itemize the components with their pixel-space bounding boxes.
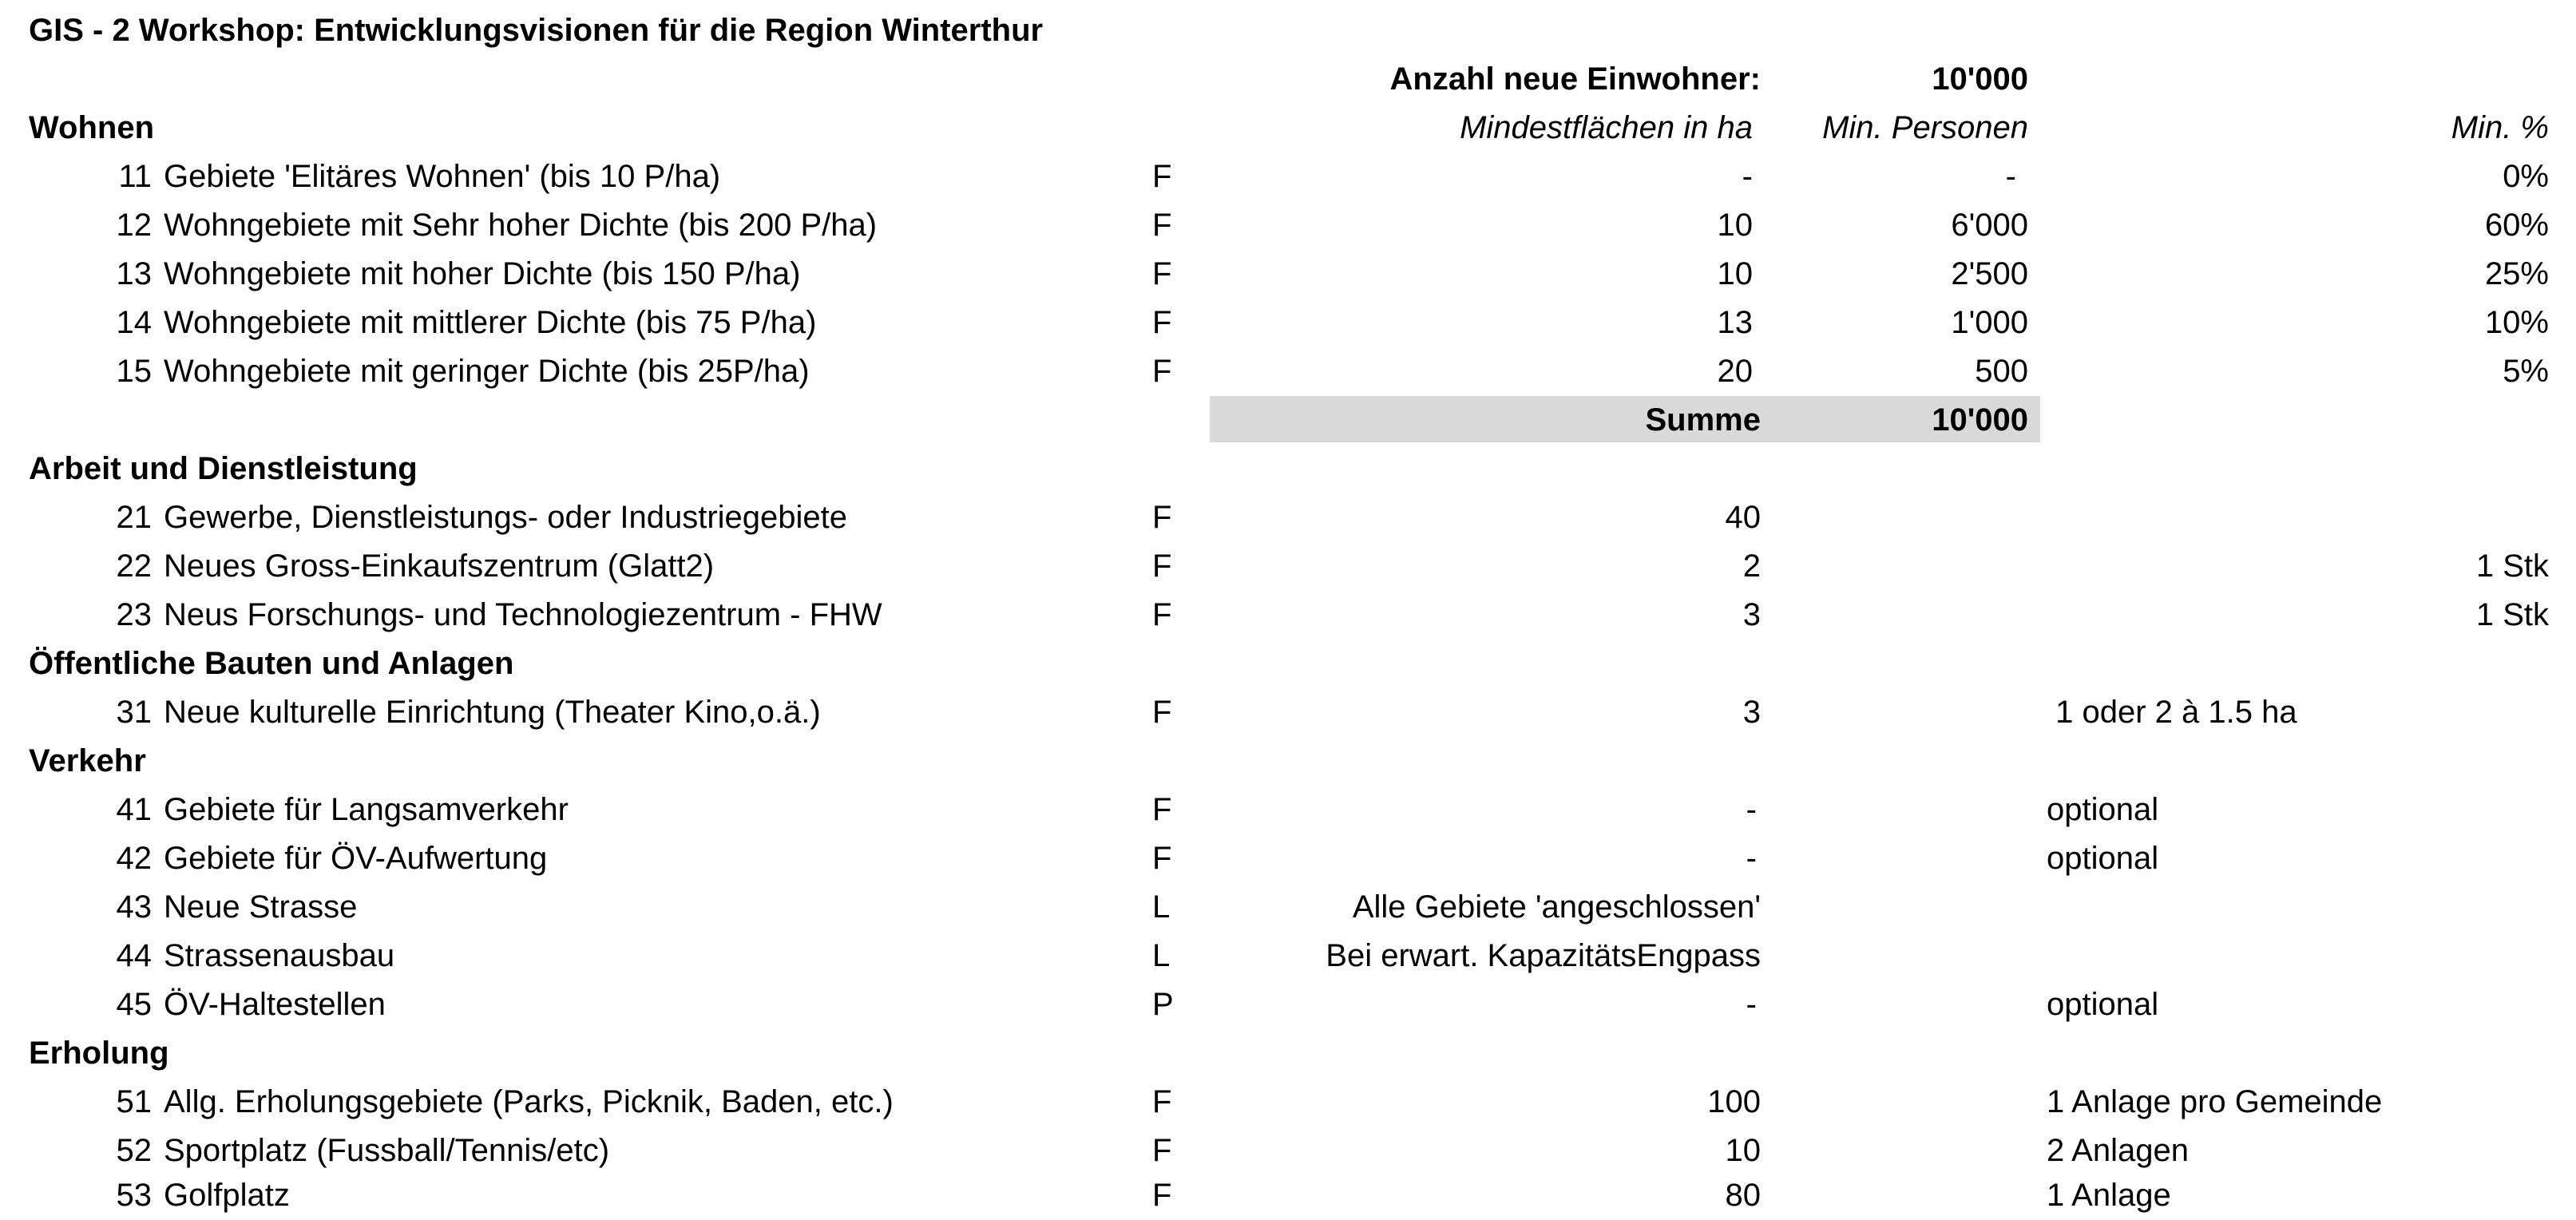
row-area[interactable]: - — [1746, 792, 1757, 827]
row-type[interactable]: F — [1152, 208, 1172, 243]
row-persons[interactable]: 6'000 — [1951, 208, 2028, 243]
row-persons[interactable]: 2'500 — [1951, 256, 2028, 291]
row-description[interactable]: Neue kulturelle Einrichtung (Theater Kino,o.ä.) — [164, 695, 821, 730]
row-code[interactable]: 11 — [118, 159, 152, 194]
row-description[interactable]: Sportplatz (Fussball/Tennis/etc) — [164, 1133, 610, 1168]
row-description[interactable]: Wohngebiete mit Sehr hoher Dichte (bis 200 P/ha) — [164, 208, 878, 243]
row-area[interactable]: 10 — [1717, 256, 1753, 291]
table-row — [0, 250, 2576, 299]
row-area[interactable]: 10 — [1725, 1133, 1761, 1168]
row-note[interactable]: 2 Anlagen — [2047, 1133, 2189, 1168]
row-type[interactable]: F — [1152, 841, 1172, 876]
table-row — [0, 493, 2576, 542]
row-area[interactable]: 10 — [1717, 208, 1753, 243]
title-row — [0, 6, 2576, 55]
section-row — [0, 737, 2576, 786]
row-note[interactable]: 1 Anlage — [2047, 1178, 2171, 1213]
row-type[interactable]: P — [1152, 987, 1174, 1022]
table-row — [0, 1171, 2576, 1220]
section-row — [0, 1029, 2576, 1078]
row-note[interactable]: optional — [2047, 987, 2159, 1022]
row-code[interactable]: 14 — [116, 305, 152, 340]
row-persons[interactable]: 500 — [1975, 354, 2028, 389]
row-percent[interactable]: 10% — [2484, 305, 2549, 340]
einwohner-row — [0, 55, 2576, 104]
row-description[interactable]: Strassenausbau — [164, 938, 395, 973]
row-description[interactable]: Gebiete für ÖV-Aufwertung — [164, 841, 548, 876]
row-code[interactable]: 23 — [116, 597, 152, 632]
row-note[interactable]: 1 Anlage pro Gemeinde — [2047, 1084, 2383, 1119]
table-row — [0, 688, 2576, 737]
row-code[interactable]: 51 — [116, 1084, 152, 1119]
row-count[interactable]: 1 Stk — [2475, 597, 2549, 632]
table-row — [0, 591, 2576, 640]
row-area[interactable]: - — [1746, 987, 1757, 1022]
row-code[interactable]: 42 — [116, 841, 152, 876]
row-type[interactable]: F — [1152, 500, 1172, 535]
row-persons[interactable]: - — [2005, 159, 2016, 194]
row-type[interactable]: F — [1152, 256, 1172, 291]
row-description[interactable]: Wohngebiete mit geringer Dichte (bis 25P/ha) — [164, 354, 810, 389]
col-header-persons[interactable]: Min. Personen — [1822, 110, 2028, 145]
row-code[interactable]: 15 — [116, 354, 152, 389]
einwohner-label[interactable]: Anzahl neue Einwohner: — [1389, 61, 1761, 97]
row-code[interactable]: 44 — [116, 938, 152, 973]
row-description[interactable]: Neues Gross-Einkaufszentrum (Glatt2) — [164, 549, 715, 584]
summe-row — [0, 396, 2576, 445]
row-type[interactable]: L — [1152, 938, 1171, 973]
col-header-area[interactable]: Mindestflächen in ha — [1460, 110, 1753, 145]
row-area[interactable]: 80 — [1725, 1178, 1761, 1213]
row-area[interactable]: 13 — [1717, 305, 1753, 340]
section-arbeit[interactable]: Arbeit und Dienstleistung — [29, 451, 418, 486]
summe-label[interactable]: Summe — [1645, 402, 1761, 438]
row-description[interactable]: Wohngebiete mit mittlerer Dichte (bis 75 P/ha) — [164, 305, 817, 340]
row-code[interactable]: 21 — [116, 500, 152, 535]
table-row — [0, 347, 2576, 396]
table-row — [0, 786, 2576, 834]
row-type[interactable]: F — [1152, 792, 1172, 827]
table-row — [0, 980, 2576, 1029]
row-count[interactable]: 1 Stk — [2475, 549, 2549, 584]
row-type[interactable]: F — [1152, 159, 1172, 194]
table-row — [0, 152, 2576, 201]
row-type[interactable]: F — [1152, 1133, 1172, 1168]
row-note[interactable]: 1 oder 2 à 1.5 ha — [2047, 695, 2297, 730]
row-percent[interactable]: 5% — [2503, 354, 2549, 389]
summe-value[interactable]: 10'000 — [1932, 402, 2028, 438]
section-erholung[interactable]: Erholung — [29, 1036, 169, 1071]
section-oeffentlich[interactable]: Öffentliche Bauten und Anlagen — [29, 646, 514, 681]
row-type[interactable]: F — [1152, 1084, 1172, 1119]
row-area[interactable]: Alle Gebiete 'angeschlossen' — [1352, 889, 1761, 925]
table-row — [0, 883, 2576, 932]
row-code[interactable]: 53 — [116, 1178, 152, 1213]
table-row — [0, 1127, 2576, 1175]
page-title[interactable]: GIS - 2 Workshop: Entwicklungsvisionen für die Region Winterthur — [29, 13, 1044, 48]
row-area[interactable]: Bei erwart. KapazitätsEngpass — [1326, 938, 1761, 973]
row-area[interactable]: 3 — [1742, 695, 1761, 730]
row-description[interactable]: ÖV-Haltestellen — [164, 987, 386, 1022]
table-row — [0, 1078, 2576, 1127]
row-note[interactable]: optional — [2047, 792, 2159, 827]
row-code[interactable]: 52 — [116, 1133, 152, 1168]
table-row — [0, 201, 2576, 250]
row-area[interactable]: 2 — [1742, 549, 1761, 584]
row-code[interactable]: 45 — [116, 987, 152, 1022]
row-area[interactable]: 100 — [1707, 1084, 1761, 1119]
section-verkehr[interactable]: Verkehr — [29, 743, 146, 778]
einwohner-value[interactable]: 10'000 — [1932, 61, 2028, 97]
row-code[interactable]: 12 — [116, 208, 152, 243]
row-type[interactable]: F — [1152, 549, 1172, 584]
row-description[interactable]: Wohngebiete mit hoher Dichte (bis 150 P/ha) — [164, 256, 801, 291]
row-description[interactable]: Golfplatz — [164, 1178, 290, 1213]
table-row — [0, 932, 2576, 980]
section-row — [0, 445, 2576, 493]
row-code[interactable]: 41 — [116, 792, 152, 827]
row-code[interactable]: 31 — [116, 695, 152, 730]
row-code[interactable]: 43 — [116, 889, 152, 925]
row-area[interactable]: 3 — [1742, 597, 1761, 632]
row-percent[interactable]: 25% — [2484, 256, 2549, 291]
row-area[interactable]: 20 — [1717, 354, 1753, 389]
row-area[interactable]: - — [1746, 841, 1757, 876]
row-type[interactable]: F — [1152, 354, 1172, 389]
row-code[interactable]: 22 — [116, 549, 152, 584]
section-wohnen[interactable]: Wohnen — [29, 110, 155, 145]
row-description[interactable]: Gebiete 'Elitäres Wohnen' (bis 10 P/ha) — [164, 159, 721, 194]
row-area[interactable]: 40 — [1725, 500, 1761, 535]
row-type[interactable]: F — [1152, 305, 1172, 340]
table-row — [0, 542, 2576, 591]
row-description[interactable]: Gewerbe, Dienstleistungs- oder Industriegebiete — [164, 500, 848, 535]
row-type[interactable]: F — [1152, 597, 1172, 632]
row-persons[interactable]: 1'000 — [1951, 305, 2028, 340]
row-description[interactable]: Allg. Erholungsgebiete (Parks, Picknik, Baden, etc.) — [164, 1084, 894, 1119]
row-description[interactable]: Neus Forschungs- und Technologiezentrum - FHW — [164, 597, 882, 632]
wohnen-header-row — [0, 104, 2576, 152]
col-header-percent[interactable]: Min. % — [2451, 110, 2549, 145]
section-row — [0, 640, 2576, 688]
row-code[interactable]: 13 — [116, 256, 152, 291]
row-type[interactable]: F — [1152, 1178, 1172, 1213]
row-note[interactable]: optional — [2047, 841, 2159, 876]
row-type[interactable]: L — [1152, 889, 1171, 925]
row-type[interactable]: F — [1152, 695, 1172, 730]
row-area[interactable]: - — [1742, 159, 1753, 194]
row-percent[interactable]: 60% — [2484, 208, 2549, 243]
row-description[interactable]: Gebiete für Langsamverkehr — [164, 792, 569, 827]
table-row — [0, 834, 2576, 883]
table-row — [0, 299, 2576, 347]
row-description[interactable]: Neue Strasse — [164, 889, 358, 925]
row-percent[interactable]: 0% — [2503, 159, 2549, 194]
